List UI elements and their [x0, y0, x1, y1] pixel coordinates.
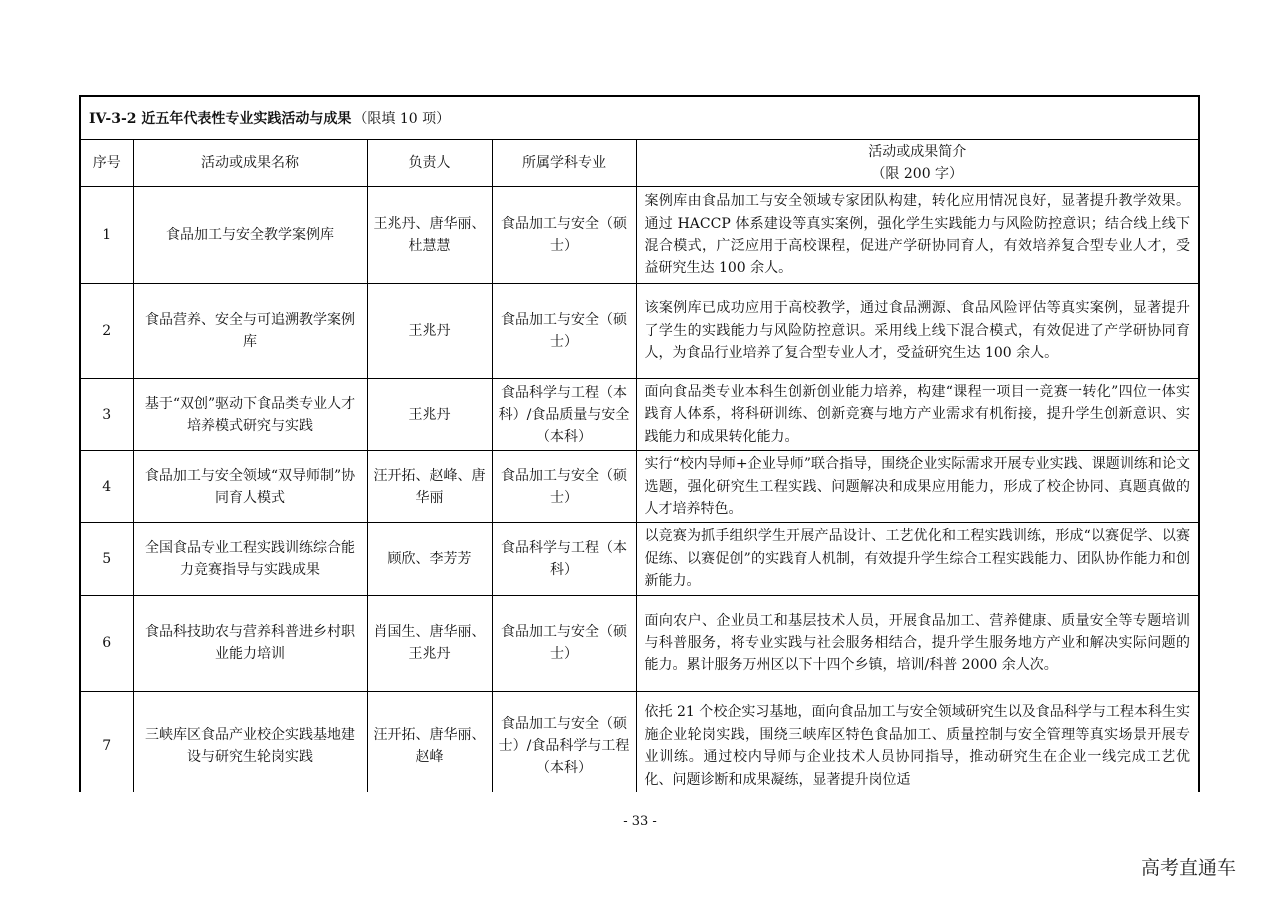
row-index: 6: [81, 595, 133, 691]
col-header-name: 活动或成果名称: [133, 140, 367, 187]
row-name: 三峡库区食品产业校企实践基地建设与研究生轮岗实践: [133, 691, 367, 792]
practice-achievements-table-sheet: [79, 95, 1200, 792]
row-name: 食品科技助农与营养科普进乡村职业能力培训: [133, 595, 367, 691]
table-row: [81, 451, 1198, 523]
table-row: [81, 523, 1198, 595]
row-index: 1: [81, 187, 133, 284]
row-discipline: 食品加工与安全（硕士）: [492, 284, 636, 379]
row-leader: 王兆丹、唐华丽、杜慧慧: [367, 187, 492, 284]
row-name: 食品加工与安全教学案例库: [133, 187, 367, 284]
table-row: [81, 187, 1198, 284]
row-name: 食品加工与安全领域“双导师制”协同育人模式: [133, 451, 367, 523]
col-header-index: 序号: [81, 140, 133, 187]
col-header-intro-limit: （限 200 字）: [871, 166, 964, 182]
col-header-intro: [636, 140, 1198, 187]
row-name: 食品营养、安全与可追溯教学案例库: [133, 284, 367, 379]
row-intro: 面向食品类专业本科生创新创业能力培养，构建“课程一项目一竞赛一转化”四位一体实践育人体系，将科研训练、创新竞赛与地方产业需求有机衔接，提升学生创新意识、实践能力和成果转化能力。: [636, 379, 1198, 451]
table-row: [81, 595, 1198, 691]
watermark-text: 高考直通车: [1141, 857, 1237, 879]
row-name: 基于“双创”驱动下食品类专业人才培养模式研究与实践: [133, 379, 367, 451]
row-discipline: 食品加工与安全（硕士）/食品科学与工程（本科）: [492, 691, 636, 792]
row-index: 4: [81, 451, 133, 523]
section-heading: [81, 97, 1198, 140]
col-header-intro-title: 活动或成果简介: [868, 144, 967, 160]
table-row: [81, 379, 1198, 451]
row-intro: 该案例库已成功应用于高校教学，通过食品溯源、食品风险评估等真实案例，显著提升了学生的实践能力与风险防控意识。采用线上线下混合模式，有效促进了产学研协同育人，为食品行业培养了复合型专业人才，受益研究生达 100 余人。: [636, 284, 1198, 379]
section-note: （限填 10 项）: [353, 111, 451, 127]
row-leader: 肖国生、唐华丽、王兆丹: [367, 595, 492, 691]
row-leader: 顾欣、李芳芳: [367, 523, 492, 595]
row-intro: 案例库由食品加工与安全领域专家团队构建，转化应用情况良好，显著提升教学效果。通过 HACCP 体系建设等真实案例，强化学生实践能力与风险防控意识；结合线上线下混合模式，广泛应用于高校课程，促进产学研协同育人，有效培养复合型专业人才，受益研究生达 100 余人。: [636, 187, 1198, 284]
table-header-row: [81, 140, 1198, 187]
row-discipline: 食品加工与安全（硕士）: [492, 451, 636, 523]
section-title: IV-3-2 近五年代表性专业实践活动与成果: [89, 111, 352, 127]
row-index: 3: [81, 379, 133, 451]
row-intro: 以竞赛为抓手组织学生开展产品设计、工艺优化和工程实践训练，形成“以赛促学、以赛促练、以赛促创”的实践育人机制，有效提升学生综合工程实践能力、团队协作能力和创新能力。: [636, 523, 1198, 595]
row-discipline: 食品科学与工程（本科）: [492, 523, 636, 595]
row-index: 7: [81, 691, 133, 792]
row-leader: 王兆丹: [367, 284, 492, 379]
col-header-leader: 负责人: [367, 140, 492, 187]
row-index: 2: [81, 284, 133, 379]
row-leader: 汪开拓、唐华丽、赵峰: [367, 691, 492, 792]
table-row: [81, 691, 1198, 792]
row-discipline: 食品加工与安全（硕士）: [492, 595, 636, 691]
row-leader: 王兆丹: [367, 379, 492, 451]
row-intro: 依托 21 个校企实习基地，面向食品加工与安全领域研究生以及食品科学与工程本科生实施企业轮岗实践，围绕三峡库区特色食品加工、质量控制与安全管理等真实场景开展专业训练。通过校内导师与企业技术人员协同指导，推动研究生在企业一线完成工艺优化、问题诊断和成果凝练，显著提升岗位适: [636, 691, 1198, 792]
page-number: - 33 -: [623, 814, 657, 829]
row-intro: 面向农户、企业员工和基层技术人员，开展食品加工、营养健康、质量安全等专题培训与科普服务，将专业实践与社会服务相结合，提升学生服务地方产业和解决实际问题的能力。累计服务万州区以下十四个乡镇，培训/科普 2000 余人次。: [636, 595, 1198, 691]
row-leader: 汪开拓、赵峰、唐华丽: [367, 451, 492, 523]
row-discipline: 食品加工与安全（硕士）: [492, 187, 636, 284]
row-intro: 实行“校内导师+企业导师”联合指导，围绕企业实际需求开展专业实践、课题训练和论文选题，强化研究生工程实践、问题解决和成果应用能力，形成了校企协同、真题真做的人才培养特色。: [636, 451, 1198, 523]
row-discipline: 食品科学与工程（本科）/食品质量与安全（本科）: [492, 379, 636, 451]
row-index: 5: [81, 523, 133, 595]
col-header-discipline: 所属学科专业: [492, 140, 636, 187]
table-row: [81, 284, 1198, 379]
achievements-table: [81, 140, 1198, 792]
row-name: 全国食品专业工程实践训练综合能力竞赛指导与实践成果: [133, 523, 367, 595]
